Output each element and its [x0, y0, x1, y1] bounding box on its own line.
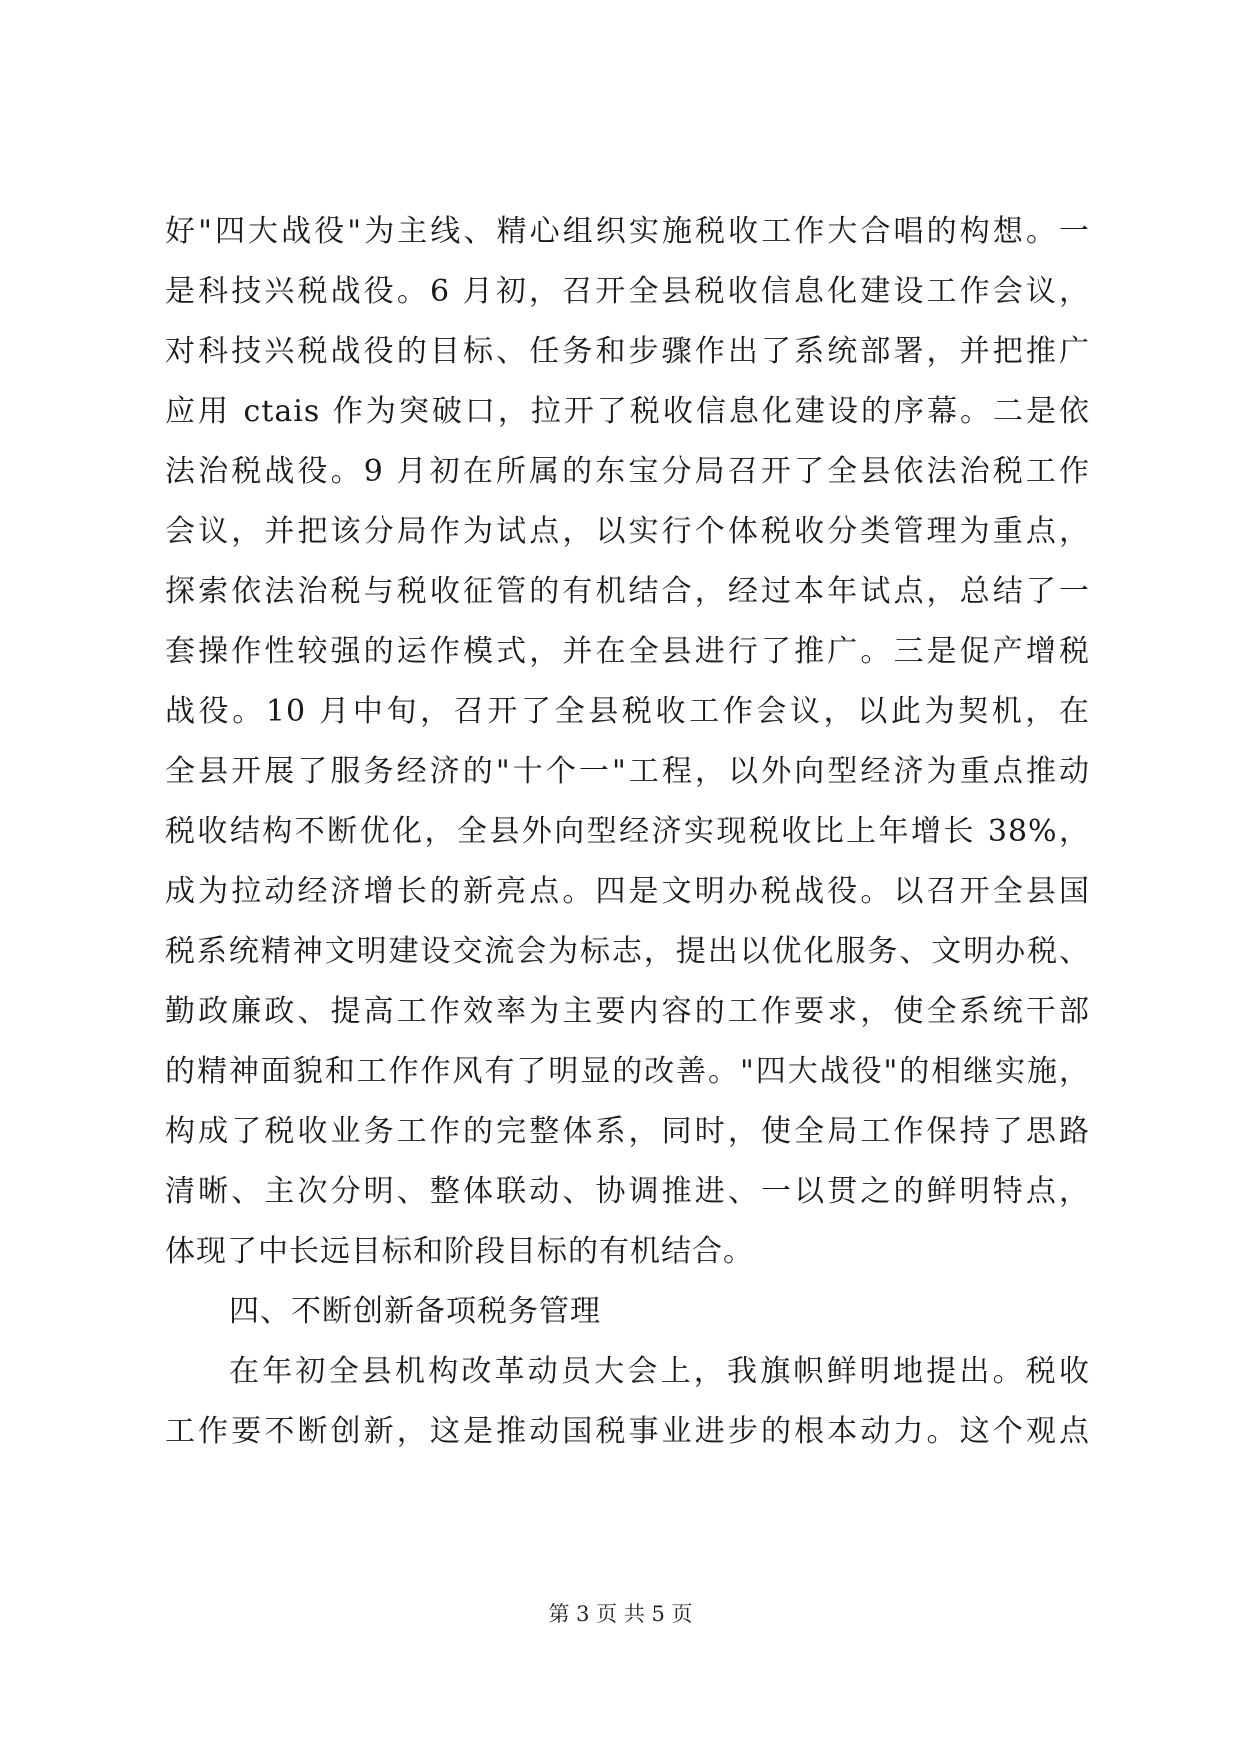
text-line: 是科技兴税战役。6 月初，召开全县税收信息化建设工作会议，: [165, 274, 1090, 309]
page-number-footer: 第 3 页 共 5 页: [548, 1602, 693, 1626]
text-line: 的精神面貌和工作作风有了明显的改善。"四大战役"的相继实施，: [165, 1054, 1090, 1089]
body-text: [165, 202, 1090, 1462]
text-line: 法治税战役。9 月初在所属的东宝分局召开了全县依法治税工作: [165, 454, 1090, 489]
text-line: 对科技兴税战役的目标、任务和步骤作出了系统部署，并把推广: [165, 334, 1090, 369]
text-line: 会议，并把该分局作为试点，以实行个体税收分类管理为重点，: [165, 514, 1090, 549]
text-line: 探索依法治税与税收征管的有机结合，经过本年试点，总结了一: [165, 574, 1090, 609]
text-line: 税收结构不断优化，全县外向型经济实现税收比上年增长 38%，: [165, 814, 1090, 849]
text-line: 构成了税收业务工作的完整体系，同时，使全局工作保持了思路: [165, 1114, 1090, 1149]
text-line: 在年初全县机构改革动员大会上，我旗帜鲜明地提出。税收: [229, 1354, 1090, 1389]
text-line: 好"四大战役"为主线、精心组织实施税收工作大合唱的构想。一: [165, 214, 1090, 249]
text-line: 税系统精神文明建设交流会为标志，提出以优化服务、文明办税、: [165, 934, 1090, 969]
text-line: 应用 ctais 作为突破口，拉开了税收信息化建设的序幕。二是依: [165, 394, 1090, 429]
text-line: 勤政廉政、提高工作效率为主要内容的工作要求，使全系统干部: [165, 994, 1090, 1029]
text-line: 全县开展了服务经济的"十个一"工程，以外向型经济为重点推动: [165, 754, 1090, 789]
text-line: 套操作性较强的运作模式，并在全县进行了推广。三是促产增税: [165, 634, 1090, 669]
text-line: 清晰、主次分明、整体联动、协调推进、一以贯之的鲜明特点，: [165, 1174, 1090, 1209]
text-line: 战役。10 月中旬，召开了全县税收工作会议，以此为契机，在: [165, 694, 1090, 729]
section-heading: 四、不断创新备项税务管理: [229, 1294, 601, 1329]
text-line: 成为拉动经济增长的新亮点。四是文明办税战役。以召开全县国: [165, 874, 1090, 909]
text-line: 体现了中长远目标和阶段目标的有机结合。: [165, 1234, 754, 1269]
text-line: 工作要不断创新，这是推动国税事业进步的根本动力。这个观点: [165, 1414, 1090, 1449]
